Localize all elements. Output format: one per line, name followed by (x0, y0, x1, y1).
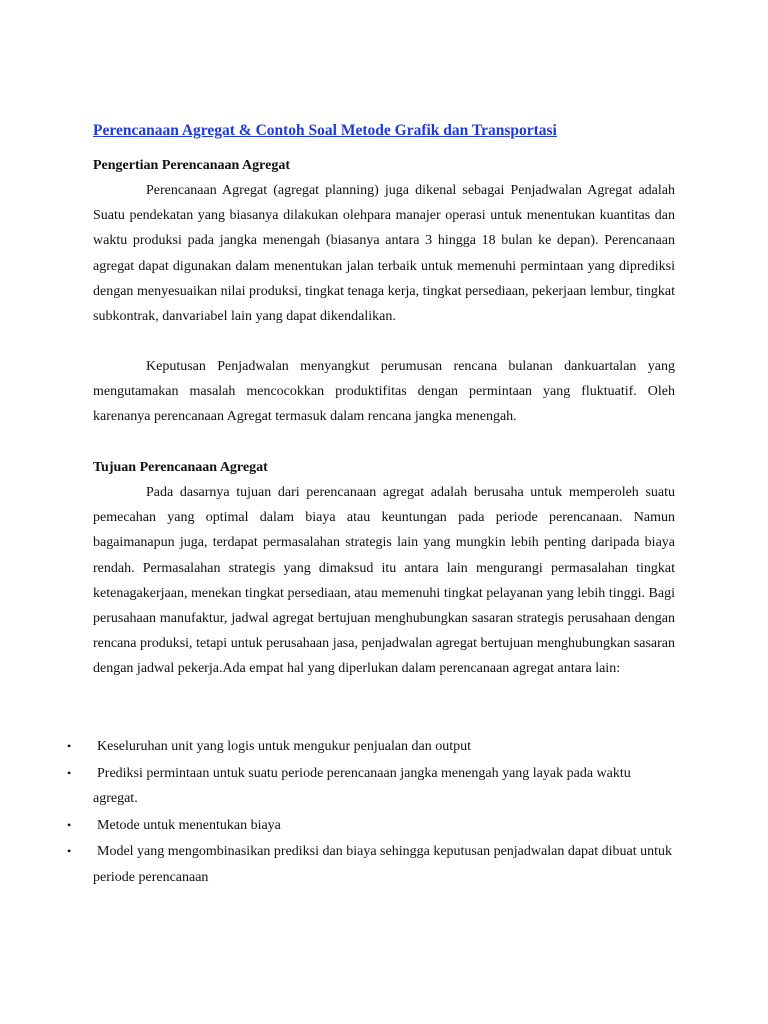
paragraph-pengertian-1 (93, 178, 675, 329)
paragraph-text: Pada dasarnya tujuan dari perencanaan agregat adalah berusaha untuk memperoleh suatu pemecahan yang optimal dalam biaya atau keuntungan pada periode perencanaan. Namun bagaimanapun juga, terdapat permasalahan strategis lain yang mungkin lebih penting daripada biaya rendah. Permasalahan strategis yang dimaksud itu antara lain mengurangi permasalahan tingkat ketenagakerjaan, menekan tingkat persediaan, atau memenuhi tingkat pelayanan yang lebih tinggi. Bagi perusahaan manufaktur, jadwal agregat bertujuan menghubungkan sasaran strategis perusahaan dengan rencana produksi, tetapi untuk perusahaan jasa, penjadwalan agregat bertujuan menghubungkan sasaran dengan jadwal pekerja.Ada empat hal yang diperlukan dalam perencanaan agregat antara lain: (93, 485, 675, 677)
requirements-list (0, 734, 768, 891)
list-item-text: Keseluruhan unit yang logis untuk mengukur penjualan dan output (97, 739, 472, 754)
paragraph-tujuan-1 (93, 480, 675, 682)
list-item (0, 734, 768, 760)
bullet-icon: • (67, 817, 72, 832)
list-item (0, 813, 768, 839)
section-heading-tujuan: Tujuan Perencanaan Agregat (93, 460, 268, 475)
list-item-text: Prediksi permintaan untuk suatu periode perencanaan jangka menengah yang layak pada waktu agregat. (93, 765, 631, 806)
list-item-text: Model yang mengombinasikan prediksi dan biaya sehingga keputusan penjadwalan dapat dibuat untuk periode perencanaan (93, 844, 673, 885)
section-heading-pengertian: Pengertian Perencanaan Agregat (93, 158, 291, 173)
paragraph-text: Keputusan Penjadwalan menyangkut perumusan rencana bulanan dankuartalan yang mengutamakan masalah mencocokkan produktifitas dengan permintaan yang fluktuatif. Oleh karenanya perencanaan Agregat termasuk dalam rencana jangka menengah. (93, 359, 675, 425)
bullet-icon: • (67, 765, 72, 780)
list-item-text: Metode untuk menentukan biaya (97, 817, 281, 833)
list-item (0, 839, 768, 890)
list-item (0, 761, 768, 812)
paragraph-pengertian-2 (93, 354, 675, 430)
bullet-icon: • (67, 844, 72, 858)
bullet-icon: • (67, 739, 72, 753)
document-title-link[interactable]: Perencanaan Agregat & Contoh Soal Metode Grafik dan Transportasi (93, 122, 557, 139)
paragraph-text: Perencanaan Agregat (agregat planning) juga dikenal sebagai Penjadwalan Agregat adalah Suatu pendekatan yang biasanya dilakukan olehpara manajer operasi untuk menentukan kuantitas dan waktu produksi pada jangka menengah (biasanya antara 3 hingga 18 bulan ke depan). Perencanaan agregat dapat digunakan dalam menentukan jalan terbaik untuk memenuhi permintaan yang diprediksi dengan menyesuaikan nilai produksi, tingkat tenaga kerja, tingkat persediaan, pekerjaan lembur, tingkat subkontrak, danvariabel lain yang dapat dikendalikan. (93, 183, 675, 325)
